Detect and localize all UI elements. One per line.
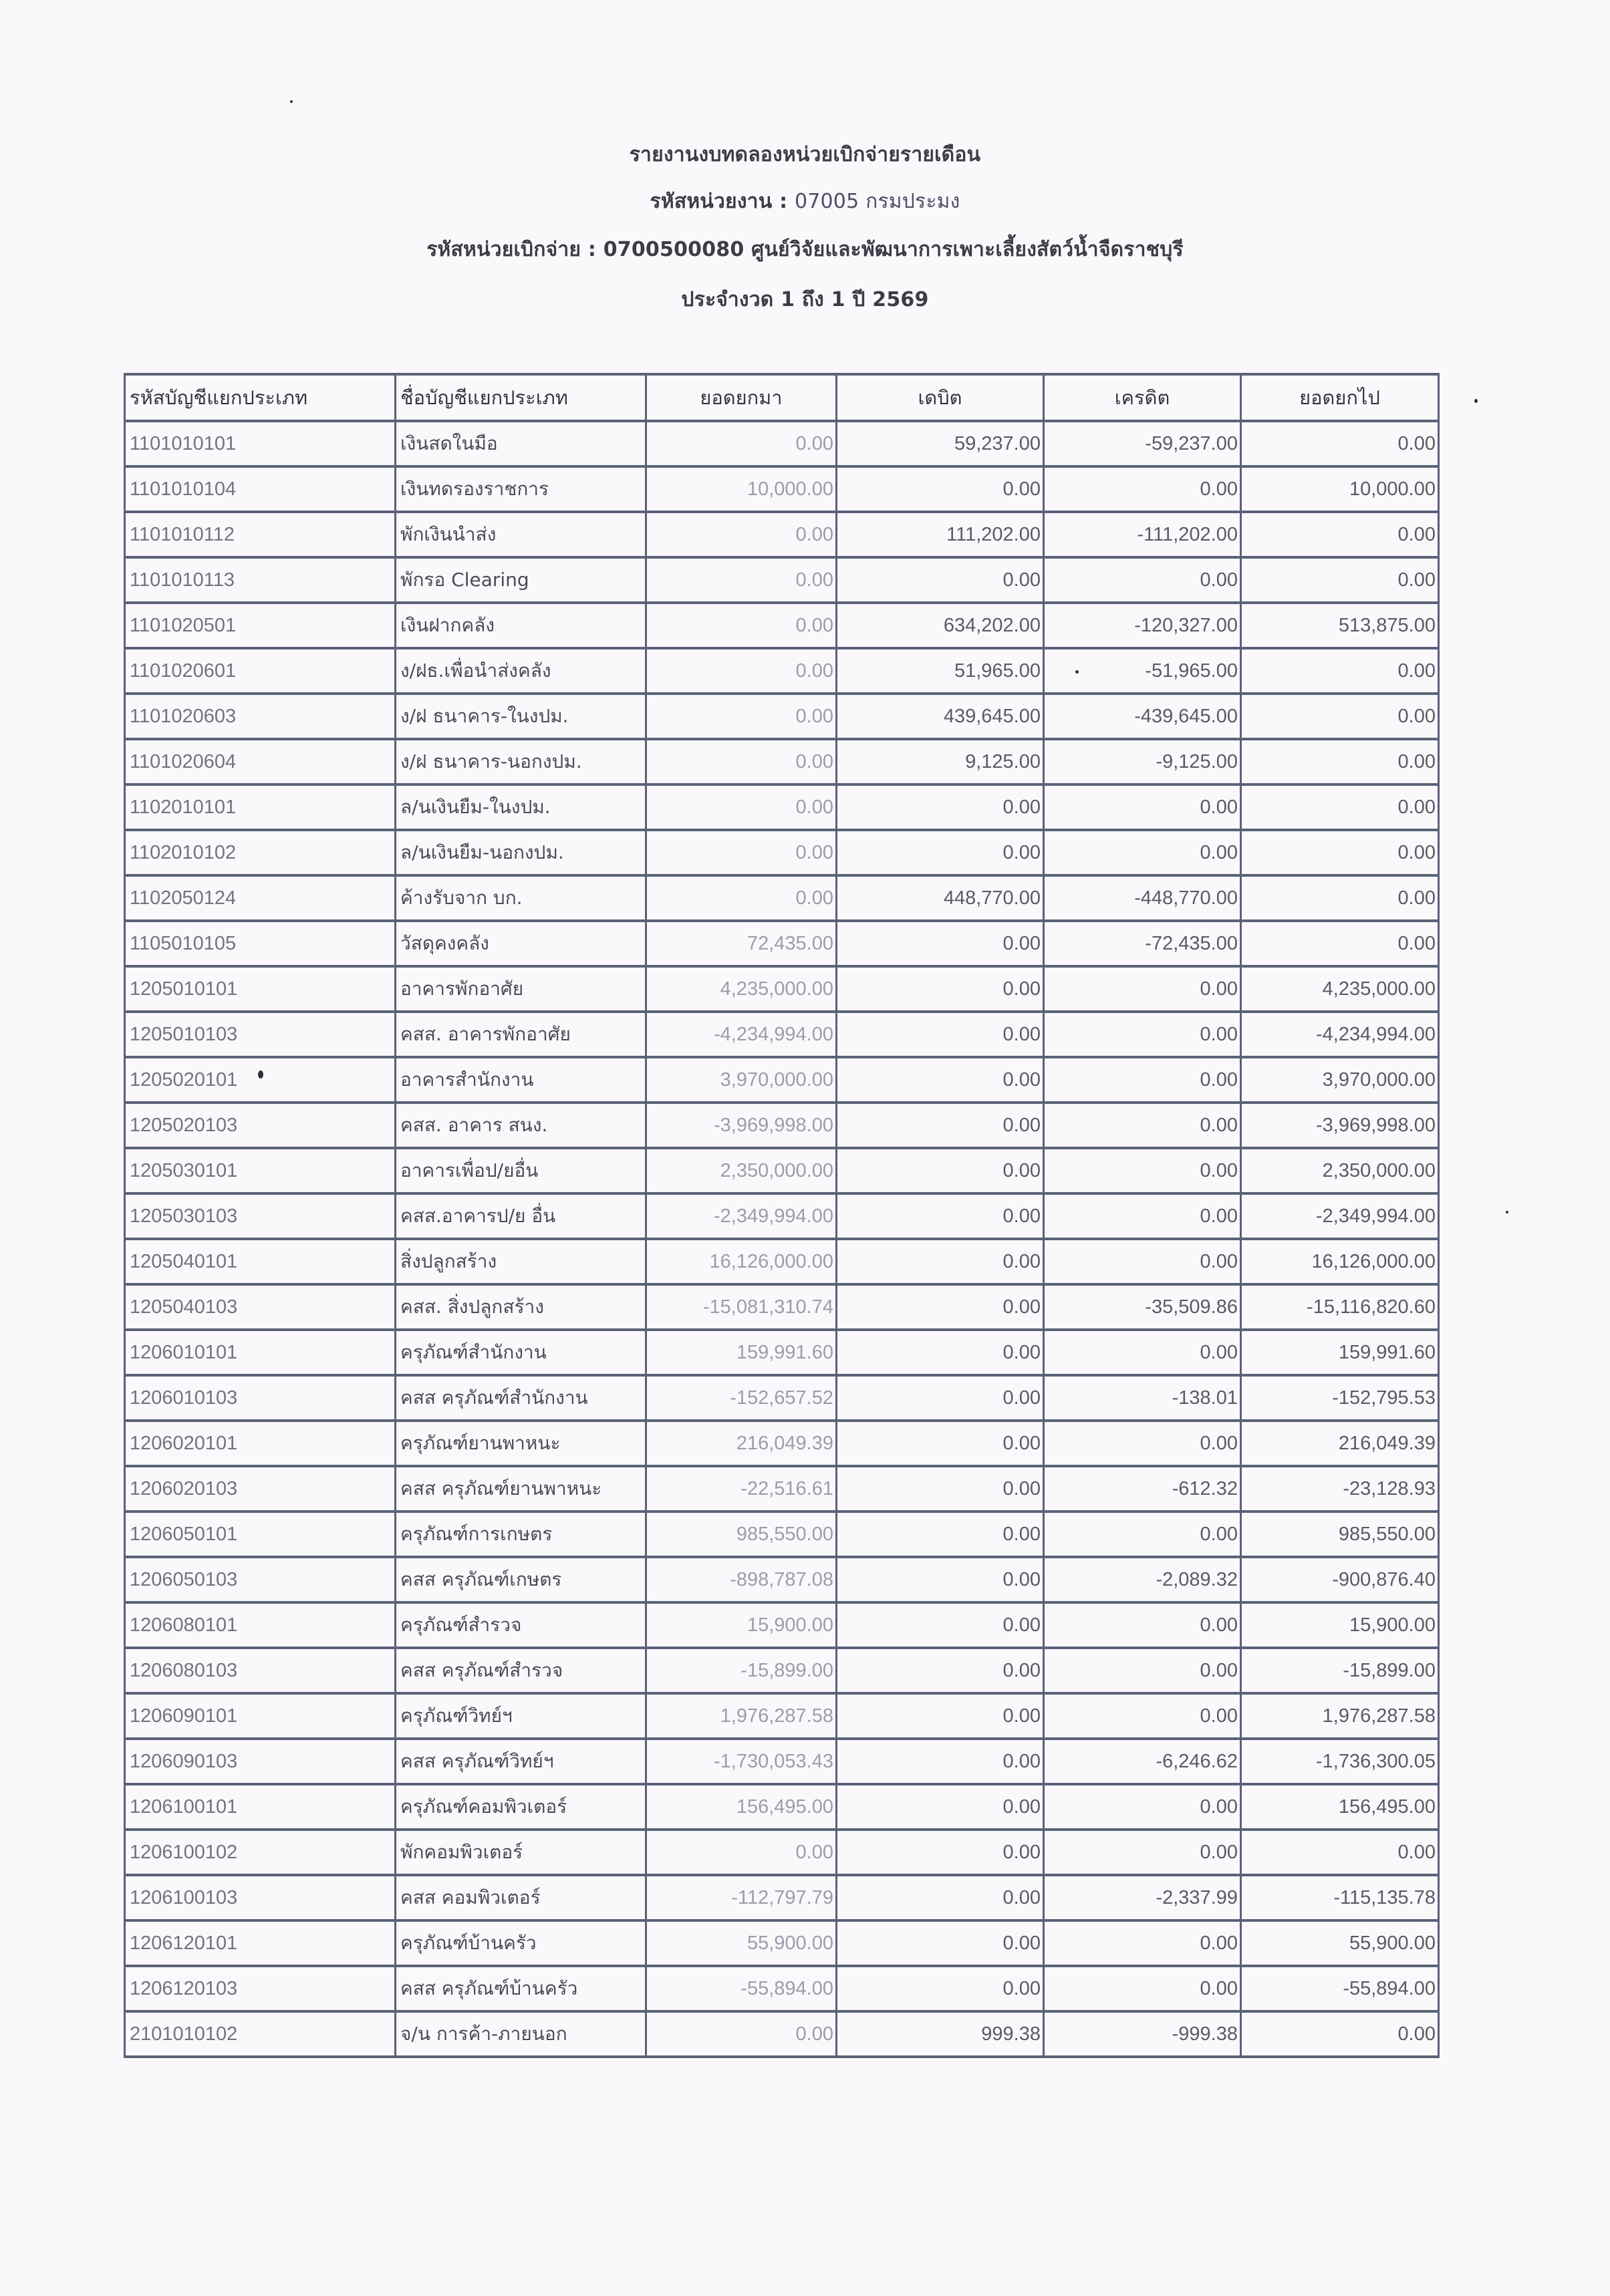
brought-forward-cell: 0.00 [646, 512, 837, 557]
account-name-cell: ง/ฝ ธนาคาร-ในงปม. [396, 694, 646, 739]
credit-cell: -120,327.00 [1044, 603, 1241, 648]
credit-cell: -59,237.00 [1044, 421, 1241, 466]
credit-cell: -111,202.00 [1044, 512, 1241, 557]
account-name-cell: คสส. อาคารพักอาศัย [396, 1012, 646, 1057]
account-name-cell: ล/นเงินยืม-ในงปม. [396, 784, 646, 830]
carried-forward-cell: -55,894.00 [1241, 1966, 1439, 2011]
account-name-cell: คสส. สิ่งปลูกสร้าง [396, 1284, 646, 1330]
debit-cell: 0.00 [837, 557, 1044, 603]
credit-cell: -6,246.62 [1044, 1739, 1241, 1784]
credit-cell: -35,509.86 [1044, 1284, 1241, 1330]
carried-forward-cell: -15,116,820.60 [1241, 1284, 1439, 1330]
debit-cell: 9,125.00 [837, 739, 1044, 784]
account-code-cell: 1105010105 [125, 921, 396, 966]
debit-cell: 0.00 [837, 1375, 1044, 1421]
debit-cell: 0.00 [837, 1330, 1044, 1375]
carried-forward-cell: 4,235,000.00 [1241, 966, 1439, 1012]
carried-forward-cell: -1,736,300.05 [1241, 1739, 1439, 1784]
brought-forward-cell: -112,797.79 [646, 1875, 837, 1920]
account-name-cell: ค้างรับจาก บก. [396, 875, 646, 921]
account-code-cell: 1206010101 [125, 1330, 396, 1375]
credit-cell: 0.00 [1044, 1239, 1241, 1284]
carried-forward-cell: 0.00 [1241, 921, 1439, 966]
disbursing-unit-label: รหัสหน่วยเบิกจ่าย : [426, 238, 597, 261]
account-name-cell: วัสดุคงคลัง [396, 921, 646, 966]
carried-forward-cell: 3,970,000.00 [1241, 1057, 1439, 1103]
brought-forward-cell: 0.00 [646, 2011, 837, 2057]
credit-cell: -51,965.00 [1044, 648, 1241, 694]
debit-cell: 0.00 [837, 1239, 1044, 1284]
table-row [125, 966, 1439, 1012]
credit-cell: -2,337.99 [1044, 1875, 1241, 1920]
table-row [125, 1602, 1439, 1648]
carried-forward-cell: 55,900.00 [1241, 1920, 1439, 1966]
report-period: ประจำงวด 1 ถึง 1 ปี 2569 [681, 288, 929, 311]
column-header-account-code: รหัสบัญชีแยกประเภท [125, 374, 396, 421]
scan-speck [1474, 399, 1478, 403]
carried-forward-cell: 2,350,000.00 [1241, 1148, 1439, 1193]
carried-forward-cell: 16,126,000.00 [1241, 1239, 1439, 1284]
carried-forward-cell: 0.00 [1241, 2011, 1439, 2057]
brought-forward-cell: 0.00 [646, 1830, 837, 1875]
account-name-cell: ครุภัณฑ์คอมพิวเตอร์ [396, 1784, 646, 1830]
report-title: รายงานงบทดลองหน่วยเบิกจ่ายรายเดือน [629, 143, 981, 166]
table-row [125, 1148, 1439, 1193]
credit-cell: 0.00 [1044, 1693, 1241, 1739]
table-row [125, 1739, 1439, 1784]
credit-cell: 0.00 [1044, 1602, 1241, 1648]
table-row [125, 2011, 1439, 2057]
trial-balance-table [124, 373, 1440, 2058]
carried-forward-cell: 513,875.00 [1241, 603, 1439, 648]
table-row [125, 921, 1439, 966]
table-body [125, 421, 1439, 2057]
debit-cell: 0.00 [837, 1648, 1044, 1693]
brought-forward-cell: 2,350,000.00 [646, 1148, 837, 1193]
credit-cell: 0.00 [1044, 1330, 1241, 1375]
account-code-cell: 1205020101 [125, 1057, 396, 1103]
brought-forward-cell: 55,900.00 [646, 1920, 837, 1966]
account-code-cell: 1101010104 [125, 466, 396, 512]
account-code-cell: 1101010101 [125, 421, 396, 466]
carried-forward-cell: 0.00 [1241, 421, 1439, 466]
account-code-cell: 1206100102 [125, 1830, 396, 1875]
account-name-cell: ครุภัณฑ์วิทย์ฯ [396, 1693, 646, 1739]
account-name-cell: ครุภัณฑ์สำนักงาน [396, 1330, 646, 1375]
agency-value: 07005 กรมประมง [794, 190, 960, 213]
credit-cell: 0.00 [1044, 784, 1241, 830]
table-row [125, 875, 1439, 921]
table-row [125, 784, 1439, 830]
table-row [125, 1375, 1439, 1421]
scan-speck [1506, 1211, 1508, 1213]
debit-cell: 0.00 [837, 1784, 1044, 1830]
brought-forward-cell: 0.00 [646, 603, 837, 648]
account-name-cell: ครุภัณฑ์การเกษตร [396, 1512, 646, 1557]
brought-forward-cell: 4,235,000.00 [646, 966, 837, 1012]
brought-forward-cell: 0.00 [646, 557, 837, 603]
debit-cell: 0.00 [837, 1421, 1044, 1466]
debit-cell: 0.00 [837, 1875, 1044, 1920]
debit-cell: 59,237.00 [837, 421, 1044, 466]
carried-forward-cell: 0.00 [1241, 830, 1439, 875]
account-code-cell: 1102010101 [125, 784, 396, 830]
table-row [125, 694, 1439, 739]
table-row [125, 1421, 1439, 1466]
brought-forward-cell: -15,081,310.74 [646, 1284, 837, 1330]
credit-cell: 0.00 [1044, 1193, 1241, 1239]
brought-forward-cell: 16,126,000.00 [646, 1239, 837, 1284]
credit-cell: -9,125.00 [1044, 739, 1241, 784]
credit-cell: 0.00 [1044, 1966, 1241, 2011]
account-name-cell: พักรอ Clearing [396, 557, 646, 603]
carried-forward-cell: -23,128.93 [1241, 1466, 1439, 1512]
brought-forward-cell: 985,550.00 [646, 1512, 837, 1557]
credit-cell: -612.32 [1044, 1466, 1241, 1512]
carried-forward-cell: 0.00 [1241, 512, 1439, 557]
brought-forward-cell: 0.00 [646, 739, 837, 784]
credit-cell: 0.00 [1044, 1103, 1241, 1148]
table-row [125, 1057, 1439, 1103]
debit-cell: 0.00 [837, 921, 1044, 966]
carried-forward-cell: 0.00 [1241, 784, 1439, 830]
debit-cell: 0.00 [837, 1512, 1044, 1557]
column-header-brought-forward: ยอดยกมา [646, 374, 837, 421]
carried-forward-cell: -115,135.78 [1241, 1875, 1439, 1920]
credit-cell: 0.00 [1044, 1784, 1241, 1830]
account-code-cell: 1206080101 [125, 1602, 396, 1648]
brought-forward-cell: 10,000.00 [646, 466, 837, 512]
brought-forward-cell: 156,495.00 [646, 1784, 837, 1830]
credit-cell: 0.00 [1044, 1830, 1241, 1875]
table-row [125, 1193, 1439, 1239]
debit-cell: 0.00 [837, 966, 1044, 1012]
account-code-cell: 1101020501 [125, 603, 396, 648]
table-row [125, 603, 1439, 648]
debit-cell: 0.00 [837, 1148, 1044, 1193]
account-code-cell: 1101020603 [125, 694, 396, 739]
account-code-cell: 1101020601 [125, 648, 396, 694]
brought-forward-cell: 15,900.00 [646, 1602, 837, 1648]
debit-cell: 0.00 [837, 1057, 1044, 1103]
brought-forward-cell: 0.00 [646, 784, 837, 830]
account-code-cell: 1206020103 [125, 1466, 396, 1512]
account-name-cell: ครุภัณฑ์สำรวจ [396, 1602, 646, 1648]
account-code-cell: 1206080103 [125, 1648, 396, 1693]
brought-forward-cell: 0.00 [646, 694, 837, 739]
carried-forward-cell: 216,049.39 [1241, 1421, 1439, 1466]
account-code-cell: 1206100101 [125, 1784, 396, 1830]
account-name-cell: สิ่งปลูกสร้าง [396, 1239, 646, 1284]
debit-cell: 0.00 [837, 1557, 1044, 1602]
column-header-credit: เครดิต [1044, 374, 1241, 421]
table-row [125, 1284, 1439, 1330]
debit-cell: 0.00 [837, 1966, 1044, 2011]
table-row [125, 512, 1439, 557]
carried-forward-cell: 0.00 [1241, 739, 1439, 784]
credit-cell: 0.00 [1044, 1148, 1241, 1193]
debit-cell: 0.00 [837, 466, 1044, 512]
credit-cell: 0.00 [1044, 1512, 1241, 1557]
account-name-cell: เงินฝากคลัง [396, 603, 646, 648]
account-name-cell: จ/น การค้า-ภายนอก [396, 2011, 646, 2057]
account-code-cell: 1205020103 [125, 1103, 396, 1148]
carried-forward-cell: 0.00 [1241, 648, 1439, 694]
brought-forward-cell: -2,349,994.00 [646, 1193, 837, 1239]
carried-forward-cell: 985,550.00 [1241, 1512, 1439, 1557]
debit-cell: 51,965.00 [837, 648, 1044, 694]
credit-cell: 0.00 [1044, 1012, 1241, 1057]
account-name-cell: คสส. อาคาร สนง. [396, 1103, 646, 1148]
carried-forward-cell: -4,234,994.00 [1241, 1012, 1439, 1057]
debit-cell: 999.38 [837, 2011, 1044, 2057]
brought-forward-cell: -22,516.61 [646, 1466, 837, 1512]
account-code-cell: 1206120101 [125, 1920, 396, 1966]
account-name-cell: พักเงินนำส่ง [396, 512, 646, 557]
carried-forward-cell: 0.00 [1241, 1830, 1439, 1875]
table-header-row [125, 374, 1439, 421]
debit-cell: 0.00 [837, 1466, 1044, 1512]
credit-cell: 0.00 [1044, 1920, 1241, 1966]
table-row [125, 1920, 1439, 1966]
table-row [125, 1648, 1439, 1693]
debit-cell: 0.00 [837, 1920, 1044, 1966]
carried-forward-cell: -2,349,994.00 [1241, 1193, 1439, 1239]
account-code-cell: 1206100103 [125, 1875, 396, 1920]
carried-forward-cell: 0.00 [1241, 875, 1439, 921]
account-code-cell: 2101010102 [125, 2011, 396, 2057]
account-name-cell: คสส ครุภัณฑ์บ้านครัว [396, 1966, 646, 2011]
carried-forward-cell: 156,495.00 [1241, 1784, 1439, 1830]
table-row [125, 1012, 1439, 1057]
account-name-cell: อาคารสำนักงาน [396, 1057, 646, 1103]
credit-cell: -2,089.32 [1044, 1557, 1241, 1602]
credit-cell: 0.00 [1044, 966, 1241, 1012]
debit-cell: 111,202.00 [837, 512, 1044, 557]
table-row [125, 1557, 1439, 1602]
credit-cell: -138.01 [1044, 1375, 1241, 1421]
debit-cell: 0.00 [837, 784, 1044, 830]
account-name-cell: ล/นเงินยืม-นอกงปม. [396, 830, 646, 875]
table-row [125, 1466, 1439, 1512]
carried-forward-cell: -900,876.40 [1241, 1557, 1439, 1602]
account-code-cell: 1205010101 [125, 966, 396, 1012]
account-name-cell: อาคารพักอาศัย [396, 966, 646, 1012]
column-header-debit: เดบิต [837, 374, 1044, 421]
account-name-cell: เงินสดในมือ [396, 421, 646, 466]
brought-forward-cell: -3,969,998.00 [646, 1103, 837, 1148]
table-row [125, 739, 1439, 784]
debit-cell: 0.00 [837, 1693, 1044, 1739]
carried-forward-cell: -152,795.53 [1241, 1375, 1439, 1421]
account-name-cell: พักคอมพิวเตอร์ [396, 1830, 646, 1875]
account-code-cell: 1206010103 [125, 1375, 396, 1421]
brought-forward-cell: 0.00 [646, 830, 837, 875]
disbursing-unit-value: 0700500080 ศูนย์วิจัยและพัฒนาการเพาะเลี้ยงสัตว์น้ำจืดราชบุรี [603, 238, 1184, 261]
debit-cell: 0.00 [837, 1103, 1044, 1148]
column-header-carried-forward: ยอดยกไป [1241, 374, 1439, 421]
account-name-cell: คสส คอมพิวเตอร์ [396, 1875, 646, 1920]
debit-cell: 448,770.00 [837, 875, 1044, 921]
account-name-cell: คสส ครุภัณฑ์เกษตร [396, 1557, 646, 1602]
account-name-cell: ง/ฝ ธนาคาร-นอกงปม. [396, 739, 646, 784]
account-code-cell: 1206090103 [125, 1739, 396, 1784]
account-name-cell: คสส ครุภัณฑ์ยานพาหนะ [396, 1466, 646, 1512]
credit-cell: 0.00 [1044, 1057, 1241, 1103]
carried-forward-cell: 0.00 [1241, 557, 1439, 603]
carried-forward-cell: -3,969,998.00 [1241, 1103, 1439, 1148]
account-code-cell: 1206120103 [125, 1966, 396, 2011]
debit-cell: 0.00 [837, 1739, 1044, 1784]
credit-cell: 0.00 [1044, 557, 1241, 603]
table-row [125, 1693, 1439, 1739]
scan-speck [258, 1070, 263, 1079]
table-row [125, 1830, 1439, 1875]
account-code-cell: 1101020604 [125, 739, 396, 784]
scan-speck [290, 100, 293, 103]
debit-cell: 439,645.00 [837, 694, 1044, 739]
account-code-cell: 1205040101 [125, 1239, 396, 1284]
table-row [125, 648, 1439, 694]
account-code-cell: 1205040103 [125, 1284, 396, 1330]
account-code-cell: 1206020101 [125, 1421, 396, 1466]
account-code-cell: 1101010112 [125, 512, 396, 557]
debit-cell: 0.00 [837, 1830, 1044, 1875]
brought-forward-cell: -898,787.08 [646, 1557, 837, 1602]
carried-forward-cell: 0.00 [1241, 694, 1439, 739]
account-code-cell: 1205010103 [125, 1012, 396, 1057]
agency-label: รหัสหน่วยงาน : [650, 190, 788, 213]
carried-forward-cell: 1,976,287.58 [1241, 1693, 1439, 1739]
carried-forward-cell: 159,991.60 [1241, 1330, 1439, 1375]
debit-cell: 0.00 [837, 1193, 1044, 1239]
account-code-cell: 1102010102 [125, 830, 396, 875]
account-code-cell: 1102050124 [125, 875, 396, 921]
brought-forward-cell: -1,730,053.43 [646, 1739, 837, 1784]
brought-forward-cell: 216,049.39 [646, 1421, 837, 1466]
debit-cell: 634,202.00 [837, 603, 1044, 648]
brought-forward-cell: 0.00 [646, 648, 837, 694]
carried-forward-cell: -15,899.00 [1241, 1648, 1439, 1693]
debit-cell: 0.00 [837, 830, 1044, 875]
column-header-account-name: ชื่อบัญชีแยกประเภท [396, 374, 646, 421]
credit-cell: -999.38 [1044, 2011, 1241, 2057]
table-row [125, 1784, 1439, 1830]
credit-cell: -439,645.00 [1044, 694, 1241, 739]
disbursing-unit-line [0, 234, 1610, 265]
account-code-cell: 1206090101 [125, 1693, 396, 1739]
debit-cell: 0.00 [837, 1284, 1044, 1330]
table-row [125, 1512, 1439, 1557]
account-name-cell: คสส ครุภัณฑ์สำนักงาน [396, 1375, 646, 1421]
credit-cell: -448,770.00 [1044, 875, 1241, 921]
brought-forward-cell: -15,899.00 [646, 1648, 837, 1693]
account-name-cell: คสส.อาคารป/ย อื่น [396, 1193, 646, 1239]
scan-speck [1075, 670, 1079, 674]
credit-cell: 0.00 [1044, 1648, 1241, 1693]
agency-line [0, 186, 1610, 217]
credit-cell: -72,435.00 [1044, 921, 1241, 966]
carried-forward-cell: 10,000.00 [1241, 466, 1439, 512]
table-row [125, 466, 1439, 512]
account-code-cell: 1206050103 [125, 1557, 396, 1602]
credit-cell: 0.00 [1044, 1421, 1241, 1466]
table-row [125, 1875, 1439, 1920]
brought-forward-cell: 0.00 [646, 421, 837, 466]
debit-cell: 0.00 [837, 1012, 1044, 1057]
account-code-cell: 1205030101 [125, 1148, 396, 1193]
brought-forward-cell: -55,894.00 [646, 1966, 837, 2011]
account-code-cell: 1206050101 [125, 1512, 396, 1557]
account-code-cell: 1205030103 [125, 1193, 396, 1239]
debit-cell: 0.00 [837, 1602, 1044, 1648]
brought-forward-cell: 0.00 [646, 875, 837, 921]
brought-forward-cell: -4,234,994.00 [646, 1012, 837, 1057]
table-row [125, 1966, 1439, 2011]
account-code-cell: 1101010113 [125, 557, 396, 603]
credit-cell: 0.00 [1044, 830, 1241, 875]
account-name-cell: ครุภัณฑ์บ้านครัว [396, 1920, 646, 1966]
brought-forward-cell: 159,991.60 [646, 1330, 837, 1375]
account-name-cell: คสส ครุภัณฑ์วิทย์ฯ [396, 1739, 646, 1784]
account-name-cell: เงินทดรองราชการ [396, 466, 646, 512]
table-row [125, 1239, 1439, 1284]
brought-forward-cell: 3,970,000.00 [646, 1057, 837, 1103]
table-row [125, 557, 1439, 603]
credit-cell: 0.00 [1044, 466, 1241, 512]
account-name-cell: อาคารเพื่อป/ยอื่น [396, 1148, 646, 1193]
table-row [125, 830, 1439, 875]
brought-forward-cell: -152,657.52 [646, 1375, 837, 1421]
table-row [125, 1330, 1439, 1375]
table-row [125, 1103, 1439, 1148]
brought-forward-cell: 1,976,287.58 [646, 1693, 837, 1739]
account-name-cell: ง/ฝธ.เพื่อนำส่งคลัง [396, 648, 646, 694]
account-name-cell: ครุภัณฑ์ยานพาหนะ [396, 1421, 646, 1466]
brought-forward-cell: 72,435.00 [646, 921, 837, 966]
account-name-cell: คสส ครุภัณฑ์สำรวจ [396, 1648, 646, 1693]
carried-forward-cell: 15,900.00 [1241, 1602, 1439, 1648]
table-row [125, 421, 1439, 466]
